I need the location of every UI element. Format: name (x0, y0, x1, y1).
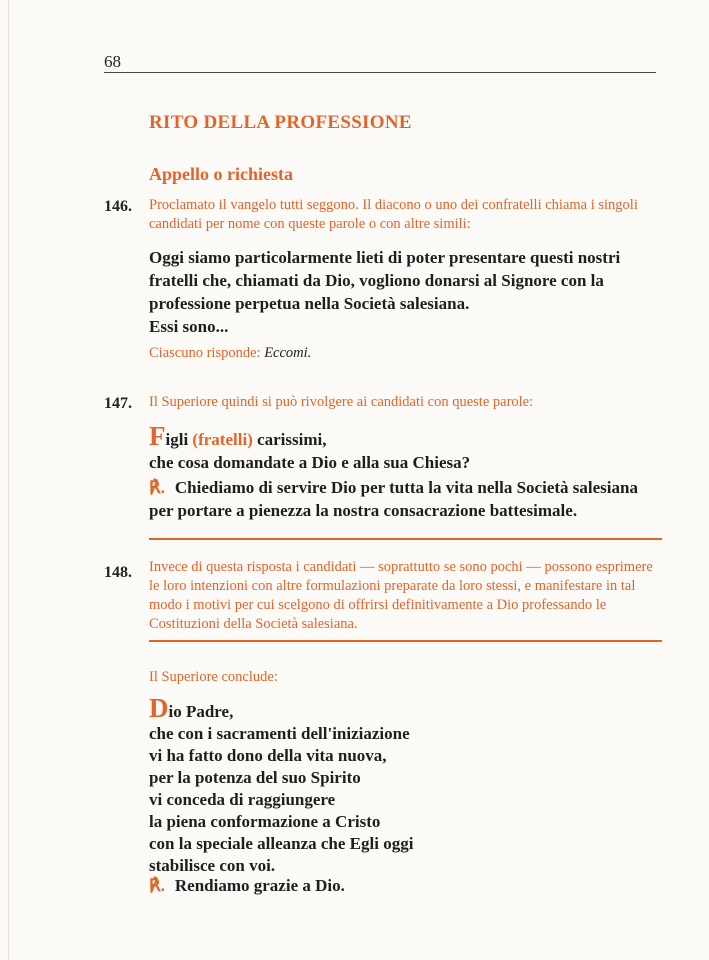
response-rubric-146 (149, 344, 659, 363)
response-rubric-label: Ciascuno risponde: (149, 345, 261, 361)
conclusion-line-1: che con i sacramenti dell'iniziazione (149, 724, 410, 743)
page-header (104, 52, 656, 73)
paragraph-number-147: 147. (104, 395, 132, 412)
prayer-147-line-2: che cosa domandate a Dio e alla sua Chiesa? (149, 453, 471, 472)
paragraph-number-146: 146. (104, 198, 132, 215)
prayer-146-text-2: Essi sono... (149, 317, 229, 336)
line1-rest: igli (165, 430, 189, 449)
line1-end: carissimi, (257, 430, 327, 449)
conclusion-line-6: con la speciale alleanza che Egli oggi (149, 834, 414, 853)
response-147 (149, 476, 664, 522)
line1-paren: (fratelli) (192, 430, 253, 449)
response-147-text: Chiediamo di servire Dio per tutta la vita nella Società salesiana per portare a pienezza la nostra consacrazione battesimale. (149, 478, 638, 520)
prayer-147 (149, 421, 664, 474)
conclusion-response (149, 874, 664, 897)
conclusion-response-text: Rendiamo grazie a Dio. (174, 876, 345, 895)
conclusion-line-5: la piena conformazione a Cristo (149, 812, 381, 831)
divider-top (149, 538, 662, 540)
response-word: Eccomi. (264, 345, 312, 361)
conclusion-prayer (149, 693, 664, 877)
page-number: 68 (104, 52, 121, 71)
drop-cap-f: F (149, 421, 166, 451)
conclusion-line-4: vi conceda di raggiungere (149, 790, 336, 809)
drop-cap-d: D (149, 693, 169, 723)
conclusion-line-0 (149, 693, 664, 723)
conclusion-line-7: stabilisce con voi. (149, 856, 276, 875)
section-title: RITO DELLA PROFESSIONE (149, 112, 412, 133)
prayer-146 (149, 246, 664, 338)
conclusion-rubric: Il Superiore conclude: (149, 669, 278, 685)
paragraph-number-148: 148. (104, 564, 132, 581)
response-symbol-147: ℟. (149, 478, 165, 497)
prayer-147-line-1 (149, 421, 664, 451)
conclusion-line-2: vi ha fatto dono della vita nuova, (149, 746, 387, 765)
rubric-146: Proclamato il vangelo tutti seggono. Il diacono o uno dei confratelli chiama i singoli candidati per nome con queste parole o con altre simili: (149, 197, 638, 232)
page-edge (8, 0, 9, 960)
section-subtitle: Appello o richiesta (149, 164, 293, 184)
prayer-146-text: Oggi siamo particolarmente lieti di poter presentare questi nostri fratelli che, chiamati da Dio, vogliono donarsi al Signore con la professione perpetua nella Società salesiana. (149, 248, 621, 313)
rubric-148: Invece di questa risposta i candidati — soprattutto se sono pochi — possono esprimere le loro intenzioni con altre formulazioni preparate da loro stessi, e manifestare in tal modo i motivi per cui scelgono di offrirsi definitivamente a Dio professando le Costituzioni della Società salesiana. (149, 559, 653, 632)
response-symbol-final: ℟. (149, 876, 165, 895)
rubric-147: Il Superiore quindi si può rivolgere ai candidati con queste parole: (149, 394, 534, 410)
conclusion-first-rest: io Padre, (168, 702, 234, 721)
conclusion-line-3: per la potenza del suo Spirito (149, 768, 361, 787)
divider-bottom (149, 640, 662, 642)
